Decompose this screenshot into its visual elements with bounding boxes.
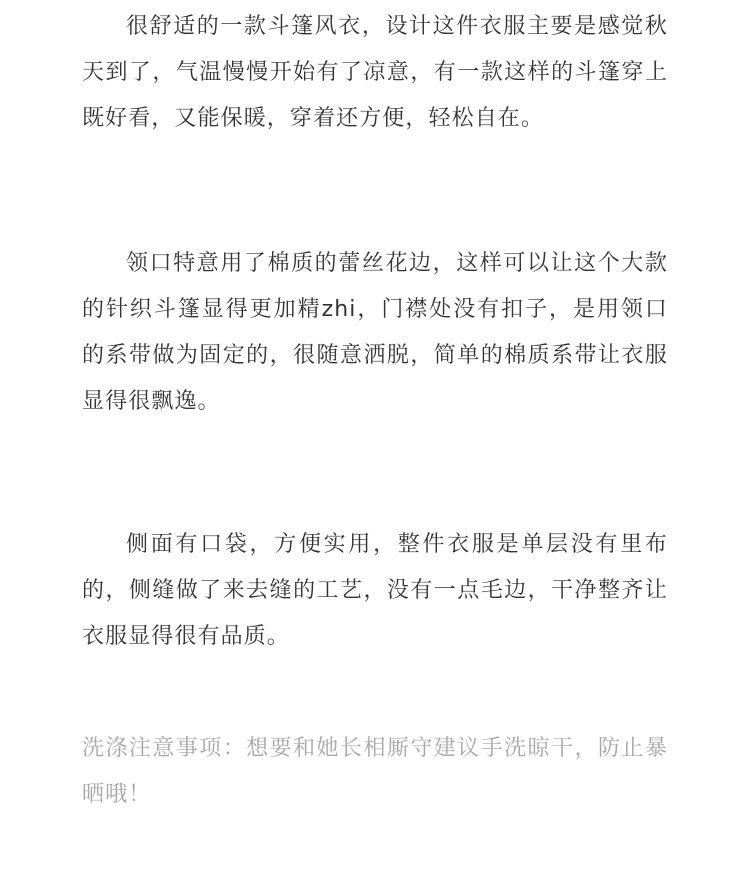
description-paragraph-collar: 领口特意用了棉质的蕾丝花边，这样可以让这个大款的针织斗篷显得更加精zhi，门襟处没有扣子，是用领口的系带做为固定的，很随意洒脱，简单的棉质系带让衣服显得很飘逸。 — [82, 251, 668, 414]
care-instructions: 洗涤注意事项：想要和她长相厮守建议手洗晾干，防止暴晒哦！ — [82, 736, 668, 807]
description-paragraph-fit: 很舒适的一款斗篷风衣，设计这件衣服主要是感觉秋天到了，气温慢慢开始有了凉意，有一款这样的斗篷穿上既好看，又能保暖，穿着还方便，轻松自在。 — [82, 14, 668, 131]
description-paragraph-pockets: 侧面有口袋，方便实用，整件衣服是单层没有里布的，侧缝做了来去缝的工艺，没有一点毛边，干净整齐让衣服显得很有品质。 — [82, 532, 668, 649]
